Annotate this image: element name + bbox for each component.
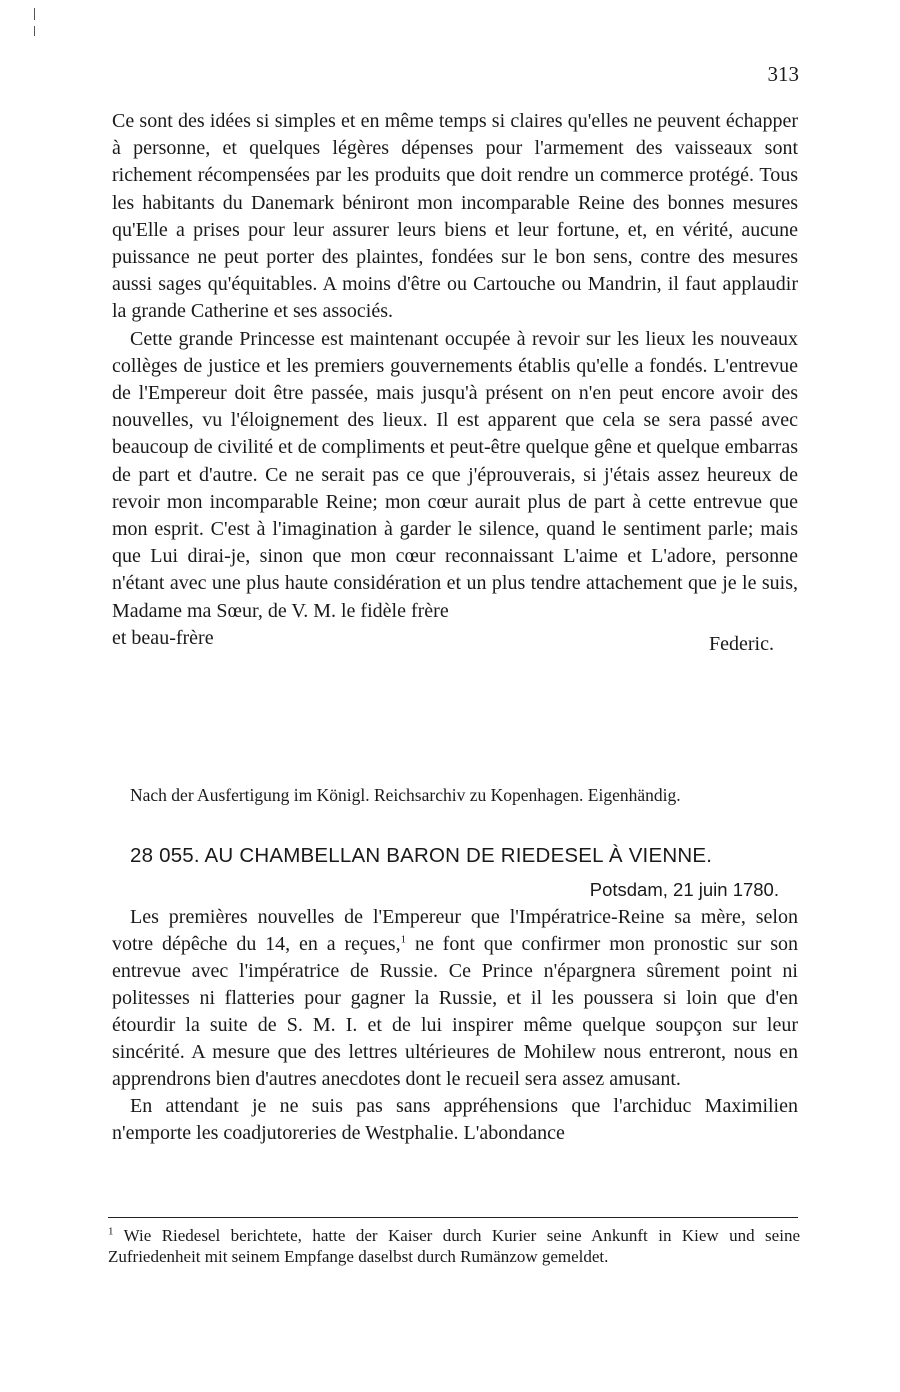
closing-line: [112, 625, 798, 655]
footnote-marker: 1: [108, 1225, 114, 1238]
letter-2-paragraph-1-part-a: Les premières nouvelles de l'Empereur que l'Impératrice-Reine sa mère, selon votre dépêche du 14, en a reçues,: [112, 906, 798, 955]
margin-mark: [34, 26, 35, 36]
footnote-divider: [108, 1217, 798, 1218]
letter-1-closing: et beau-frère: [112, 626, 214, 649]
letter-2-paragraph-1: [112, 904, 798, 1093]
footnote-text: Wie Riedesel berichtete, hatte der Kaiser durch Kurier seine Ankunft in Kiew und seine Zufriedenheit mit seinem Empfange daselbst durch Rumänzow gemeldet.: [108, 1226, 800, 1266]
letter-1-body: [112, 108, 798, 655]
margin-mark: [34, 8, 35, 20]
letter-2-paragraph-2: En attendant je ne suis pas sans appréhensions que l'archiduc Maximilien n'emporte les coadjutoreries de Westphalie. L'abondance: [112, 1095, 798, 1144]
letter-2-dateline: Potsdam, 21 juin 1780.: [589, 879, 779, 900]
letter-2-heading: 28 055. AU CHAMBELLAN BARON DE RIEDESEL À VIENNE.: [130, 844, 713, 867]
page-number: 313: [767, 62, 799, 86]
footnote-reference: 1: [400, 933, 407, 946]
letter-2-body: [112, 904, 798, 1147]
footnote: [108, 1226, 800, 1267]
letter-1-paragraph-2: Cette grande Princesse est maintenant occupée à revoir sur les lieux les nouveaux collèges de justice et les premiers gouvernements établis qu'elle a fondés. L'entrevue de l'Empereur doit être passée, mais jusqu'à présent on n'en peut encore avoir des nouvelles, vu l'éloignement des lieux. Il est apparent que cela se sera passé avec beaucoup de civilité et de compliments et peut-être quelque gêne et quelque embarras de part et d'autre. Ce ne serait pas ce que j'éprouverais, si j'étais assez heureux de revoir mon incomparable Reine; mon cœur aurait plus de part à cette entrevue que mon esprit. C'est à l'imagination à garder le silence, quand le sentiment parle; mais que Lui dirai-je, sinon que mon cœur reconnaissant L'aime et L'adore, personne n'étant avec une plus haute considération et un plus tendre attachement que je le suis, Madame ma Sœur, de V. M. le fidèle frère: [112, 327, 798, 622]
letter-2-paragraph-1-part-b: ne font que confirmer mon pronostic sur son entrevue avec l'impératrice de Russie. Ce Prince n'épargnera sûrement point ni politesses ni flatteries pour gagner la Russie, et il les poussera si loin que d'en étourdir la suite de S. M. I. et de lui inspirer même quelque soupçon sur leur sincérité. A mesure que des lettres ultérieures de Mohilew nous entreront, nous en apprendrons bien d'autres anecdotes dont le recueil sera assez amusant.: [112, 933, 798, 1090]
source-note: Nach der Ausfertigung im Königl. Reichsarchiv zu Kopenhagen. Eigenhändig.: [130, 785, 681, 805]
letter-1-paragraph-1: Ce sont des idées si simples et en même temps si claires qu'elles ne peuvent échapper à personne, et quelques légères dépenses pour l'armement des vaisseaux sont richement récompensées par les produits que doit rendre un commerce protégé. Tous les habitants du Danemark béniront mon incomparable Reine des bonnes mesures qu'Elle a prises pour leur assurer leurs biens et leur fortune, et, en vérité, aucune puissance ne peut porter des plaintes, fondées sur le bon sens, contre des mesures aussi sages qu'équitables. A moins d'être ou Cartouche ou Mandrin, il faut applaudir la grande Catherine et ses associés.: [112, 110, 798, 323]
letter-1-signature: Federic.: [709, 632, 774, 655]
